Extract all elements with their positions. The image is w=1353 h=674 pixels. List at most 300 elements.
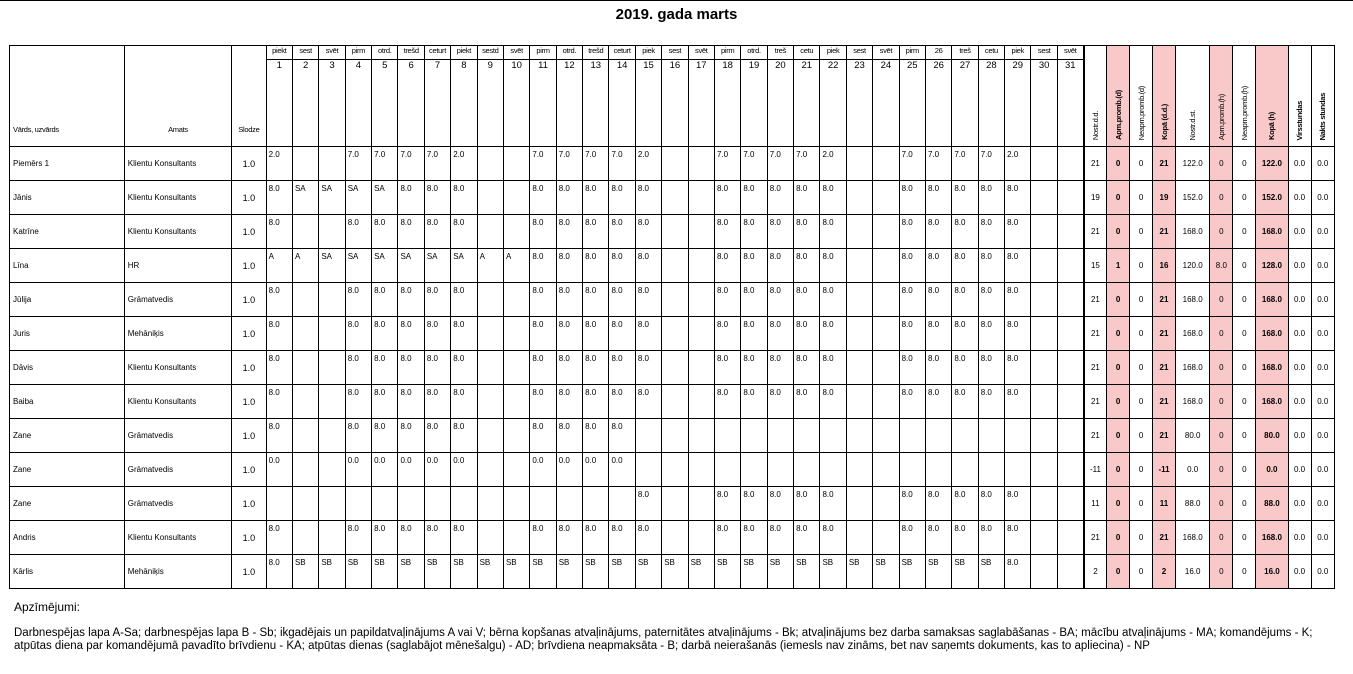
day-cell: 8.0 [952, 249, 978, 283]
day-cell: SB [345, 555, 371, 589]
day-cell: 8.0 [556, 181, 582, 215]
summary-cell: 11 [1084, 487, 1107, 521]
day-cell [794, 453, 820, 487]
day-cell [873, 147, 899, 181]
header-day-31: 31 [1057, 60, 1083, 147]
summary-cell: 0.0 [1311, 181, 1334, 215]
header-day-20: 20 [767, 60, 793, 147]
day-cell: 8.0 [820, 521, 846, 555]
summary-cell: 0 [1233, 385, 1256, 419]
day-cell [1031, 181, 1057, 215]
day-cell [398, 487, 424, 521]
day-cell: SB [398, 555, 424, 589]
summary-cell: 0.0 [1288, 385, 1311, 419]
day-cell [477, 215, 503, 249]
day-cell: SA [451, 249, 477, 283]
day-cell: 8.0 [345, 283, 371, 317]
day-cell: 8.0 [398, 317, 424, 351]
summary-cell: 21 [1153, 317, 1176, 351]
summary-cell: 0 [1210, 181, 1233, 215]
day-cell: 8.0 [820, 283, 846, 317]
day-cell: 8.0 [556, 521, 582, 555]
day-cell [477, 351, 503, 385]
header-dayname-1: piekt [266, 46, 292, 60]
day-cell: 8.0 [1005, 283, 1031, 317]
day-cell: 8.0 [978, 317, 1004, 351]
day-cell: 2.0 [266, 147, 292, 181]
day-cell [688, 385, 714, 419]
day-cell [1057, 215, 1083, 249]
day-cell: SB [978, 555, 1004, 589]
header-summary-3 [1130, 46, 1153, 147]
day-cell: 8.0 [899, 181, 925, 215]
day-cell [1031, 385, 1057, 419]
day-cell: 8.0 [978, 351, 1004, 385]
day-cell: SB [372, 555, 398, 589]
day-cell: 8.0 [952, 181, 978, 215]
day-cell: 8.0 [609, 283, 635, 317]
table-row [10, 521, 1335, 555]
header-day-16: 16 [662, 60, 688, 147]
summary-cell: 168.0 [1175, 283, 1209, 317]
employee-position: Klientu Konsultants [124, 215, 231, 249]
day-cell: 8.0 [609, 385, 635, 419]
day-cell [503, 147, 529, 181]
header-day-1: 1 [266, 60, 292, 147]
summary-cell: 0 [1107, 453, 1130, 487]
summary-cell: 0.0 [1288, 215, 1311, 249]
employee-position: HR [124, 249, 231, 283]
summary-cell: 0.0 [1288, 419, 1311, 453]
day-cell [846, 351, 872, 385]
day-cell: 2.0 [820, 147, 846, 181]
summary-cell: 21 [1153, 283, 1176, 317]
day-cell [477, 147, 503, 181]
day-cell: 8.0 [556, 351, 582, 385]
summary-cell: 0 [1107, 181, 1130, 215]
summary-cell: 0 [1233, 521, 1256, 555]
summary-cell: 0 [1130, 385, 1153, 419]
employee-position: Grāmatvedis [124, 419, 231, 453]
day-cell: 8.0 [372, 351, 398, 385]
day-cell: SA [345, 249, 371, 283]
day-cell: 8.0 [556, 385, 582, 419]
day-cell: 7.0 [398, 147, 424, 181]
header-dayname-9: sestd [477, 46, 503, 60]
header-summary-label: Virsstundas [1295, 100, 1305, 140]
day-cell [1031, 419, 1057, 453]
summary-cell: 0 [1233, 351, 1256, 385]
header-dayname-14: ceturt [609, 46, 635, 60]
day-cell: 8.0 [609, 351, 635, 385]
summary-cell: 168.0 [1175, 215, 1209, 249]
day-cell: 8.0 [978, 283, 1004, 317]
summary-cell: 0 [1130, 147, 1153, 181]
day-cell [319, 419, 345, 453]
day-cell: SB [424, 555, 450, 589]
header-dayname-6: trešd [398, 46, 424, 60]
day-cell: 8.0 [925, 487, 951, 521]
header-day-18: 18 [714, 60, 740, 147]
summary-cell: 19 [1153, 181, 1176, 215]
day-cell [1057, 249, 1083, 283]
day-cell: 8.0 [1005, 385, 1031, 419]
day-cell [503, 215, 529, 249]
day-cell [899, 453, 925, 487]
summary-cell: 21 [1084, 521, 1107, 555]
header-day-10: 10 [503, 60, 529, 147]
summary-cell: 11 [1153, 487, 1176, 521]
day-cell: 8.0 [952, 351, 978, 385]
summary-cell: 168.0 [1256, 215, 1288, 249]
day-cell: 8.0 [609, 419, 635, 453]
day-cell: 8.0 [372, 419, 398, 453]
day-cell [503, 317, 529, 351]
employee-load: 1.0 [232, 419, 266, 453]
timesheet-body [10, 147, 1335, 589]
header-dayname-28: cetu [978, 46, 1004, 60]
day-cell [873, 487, 899, 521]
day-cell [319, 147, 345, 181]
summary-cell: -11 [1084, 453, 1107, 487]
day-cell [714, 453, 740, 487]
header-row-daynames [10, 46, 1335, 60]
summary-cell: 0.0 [1175, 453, 1209, 487]
summary-cell: 0.0 [1311, 249, 1334, 283]
table-row [10, 453, 1335, 487]
day-cell [451, 487, 477, 521]
day-cell: 8.0 [345, 419, 371, 453]
day-cell [688, 147, 714, 181]
summary-cell: 168.0 [1175, 521, 1209, 555]
header-day-24: 24 [873, 60, 899, 147]
day-cell: 8.0 [1005, 555, 1031, 589]
header-day-12: 12 [556, 60, 582, 147]
day-cell [477, 283, 503, 317]
table-row [10, 181, 1335, 215]
summary-cell: 0 [1107, 215, 1130, 249]
day-cell: 8.0 [767, 249, 793, 283]
day-cell [1005, 419, 1031, 453]
day-cell: 2.0 [1005, 147, 1031, 181]
day-cell: 8.0 [372, 385, 398, 419]
day-cell [741, 453, 767, 487]
day-cell [662, 181, 688, 215]
day-cell: 8.0 [266, 283, 292, 317]
day-cell: 0.0 [424, 453, 450, 487]
day-cell [1031, 147, 1057, 181]
day-cell: 8.0 [794, 521, 820, 555]
day-cell: 7.0 [925, 147, 951, 181]
summary-cell: 0.0 [1311, 419, 1334, 453]
day-cell: 8.0 [794, 487, 820, 521]
day-cell: 8.0 [767, 215, 793, 249]
day-cell [873, 351, 899, 385]
summary-cell: 0 [1107, 147, 1130, 181]
day-cell [1031, 487, 1057, 521]
day-cell: SB [741, 555, 767, 589]
day-cell [688, 249, 714, 283]
legend-title: Apzīmējumi: [14, 600, 81, 614]
employee-position: Grāmatvedis [124, 283, 231, 317]
summary-cell: 0.0 [1311, 351, 1334, 385]
summary-cell: 0.0 [1288, 317, 1311, 351]
day-cell: 8.0 [714, 317, 740, 351]
day-cell: SB [319, 555, 345, 589]
header-dayname-11: pirm [530, 46, 556, 60]
day-cell: 8.0 [820, 385, 846, 419]
summary-cell: 1 [1107, 249, 1130, 283]
day-cell: 8.0 [635, 351, 661, 385]
employee-position: Grāmatvedis [124, 487, 231, 521]
day-cell: 2.0 [451, 147, 477, 181]
day-cell: 8.0 [899, 317, 925, 351]
day-cell: 8.0 [609, 317, 635, 351]
day-cell: 8.0 [424, 385, 450, 419]
day-cell [1057, 283, 1083, 317]
day-cell [1057, 147, 1083, 181]
summary-cell: 0.0 [1256, 453, 1288, 487]
day-cell: 8.0 [398, 351, 424, 385]
day-cell: SB [925, 555, 951, 589]
day-cell [319, 385, 345, 419]
day-cell [1057, 521, 1083, 555]
summary-cell: 0 [1130, 181, 1153, 215]
day-cell: 8.0 [372, 215, 398, 249]
header-dayname-27: treš [952, 46, 978, 60]
day-cell: 8.0 [530, 215, 556, 249]
header-day-28: 28 [978, 60, 1004, 147]
employee-load: 1.0 [232, 385, 266, 419]
day-cell [266, 487, 292, 521]
summary-cell: 16.0 [1175, 555, 1209, 589]
day-cell: 2.0 [635, 147, 661, 181]
day-cell [1031, 555, 1057, 589]
header-dayname-8: piekt [451, 46, 477, 60]
day-cell: A [503, 249, 529, 283]
summary-cell: 21 [1153, 385, 1176, 419]
summary-cell: 0.0 [1288, 453, 1311, 487]
employee-name: Jūlija [10, 283, 125, 317]
day-cell: SB [477, 555, 503, 589]
header-summary-label: Neapm.promb.(d) [1136, 85, 1146, 140]
summary-cell: 16.0 [1256, 555, 1288, 589]
summary-cell: 0 [1107, 419, 1130, 453]
day-cell [292, 521, 318, 555]
summary-cell: 21 [1153, 147, 1176, 181]
employee-name: Līna [10, 249, 125, 283]
summary-cell: 88.0 [1175, 487, 1209, 521]
day-cell [530, 487, 556, 521]
employee-load: 1.0 [232, 317, 266, 351]
day-cell: 8.0 [925, 249, 951, 283]
summary-cell: 0 [1233, 317, 1256, 351]
day-cell: 7.0 [556, 147, 582, 181]
header-day-17: 17 [688, 60, 714, 147]
employee-load: 1.0 [232, 487, 266, 521]
header-dayname-31: svēt [1057, 46, 1083, 60]
day-cell [292, 385, 318, 419]
day-cell [662, 419, 688, 453]
day-cell [1057, 453, 1083, 487]
header-day-6: 6 [398, 60, 424, 147]
summary-cell: 0 [1210, 419, 1233, 453]
day-cell: SB [952, 555, 978, 589]
summary-cell: 2 [1153, 555, 1176, 589]
employee-load: 1.0 [232, 215, 266, 249]
day-cell: 8.0 [451, 351, 477, 385]
day-cell: 8.0 [635, 249, 661, 283]
day-cell: 8.0 [925, 181, 951, 215]
day-cell: 8.0 [978, 385, 1004, 419]
summary-cell: 0 [1130, 351, 1153, 385]
header-summary-4 [1153, 46, 1176, 147]
day-cell: SB [899, 555, 925, 589]
summary-cell: 21 [1153, 521, 1176, 555]
day-cell [688, 487, 714, 521]
day-cell: 8.0 [635, 385, 661, 419]
day-cell [925, 419, 951, 453]
summary-cell: 0 [1130, 521, 1153, 555]
day-cell: 7.0 [372, 147, 398, 181]
employee-name: Piemērs 1 [10, 147, 125, 181]
day-cell: 7.0 [767, 147, 793, 181]
employee-load: 1.0 [232, 147, 266, 181]
day-cell: 8.0 [794, 283, 820, 317]
summary-cell: 15 [1084, 249, 1107, 283]
summary-cell: 0 [1107, 555, 1130, 589]
day-cell: SB [873, 555, 899, 589]
header-day-5: 5 [372, 60, 398, 147]
header-dayname-4: pirm [345, 46, 371, 60]
day-cell [873, 283, 899, 317]
day-cell: 8.0 [714, 215, 740, 249]
day-cell: 8.0 [899, 487, 925, 521]
header-dayname-23: sest [846, 46, 872, 60]
day-cell: 7.0 [424, 147, 450, 181]
day-cell: 8.0 [530, 385, 556, 419]
day-cell: 8.0 [1005, 249, 1031, 283]
day-cell: 7.0 [899, 147, 925, 181]
header-summary-label: Nostr.d.d. [1090, 110, 1100, 140]
day-cell: SB [530, 555, 556, 589]
summary-cell: 0 [1107, 521, 1130, 555]
day-cell: SA [372, 181, 398, 215]
summary-cell: 0 [1130, 249, 1153, 283]
day-cell [846, 181, 872, 215]
day-cell: SB [714, 555, 740, 589]
day-cell: 8.0 [635, 215, 661, 249]
day-cell: 8.0 [345, 317, 371, 351]
summary-cell: 0.0 [1311, 147, 1334, 181]
header-dayname-22: piek [820, 46, 846, 60]
header-day-25: 25 [899, 60, 925, 147]
header-summary-label: Nostr.d.st. [1188, 109, 1198, 140]
summary-cell: 0.0 [1288, 351, 1311, 385]
day-cell [873, 521, 899, 555]
summary-cell: 0.0 [1288, 181, 1311, 215]
header-summary-5 [1175, 46, 1209, 147]
day-cell: 8.0 [767, 317, 793, 351]
day-cell: SA [424, 249, 450, 283]
day-cell: SB [609, 555, 635, 589]
day-cell: 8.0 [266, 521, 292, 555]
day-cell: 8.0 [345, 215, 371, 249]
summary-cell: 168.0 [1256, 351, 1288, 385]
summary-cell: 80.0 [1256, 419, 1288, 453]
day-cell: 8.0 [345, 521, 371, 555]
day-cell: A [292, 249, 318, 283]
header-day-19: 19 [741, 60, 767, 147]
day-cell [292, 453, 318, 487]
summary-cell: 2 [1084, 555, 1107, 589]
table-row [10, 487, 1335, 521]
day-cell: 8.0 [583, 521, 609, 555]
employee-name: Katrīne [10, 215, 125, 249]
employee-position: Mehāniķis [124, 555, 231, 589]
table-row [10, 249, 1335, 283]
day-cell [662, 351, 688, 385]
day-cell: 8.0 [978, 215, 1004, 249]
day-cell: 8.0 [925, 385, 951, 419]
day-cell: 8.0 [952, 385, 978, 419]
header-summary-label: Nakts stundas [1318, 92, 1328, 140]
day-cell: 8.0 [978, 521, 1004, 555]
header-day-22: 22 [820, 60, 846, 147]
day-cell [846, 249, 872, 283]
day-cell: SB [583, 555, 609, 589]
day-cell: 8.0 [451, 317, 477, 351]
day-cell: 8.0 [1005, 181, 1031, 215]
day-cell: 8.0 [609, 215, 635, 249]
day-cell [662, 147, 688, 181]
summary-cell: 0 [1107, 351, 1130, 385]
summary-cell: 0.0 [1311, 555, 1334, 589]
summary-cell: 21 [1153, 351, 1176, 385]
summary-cell: 152.0 [1175, 181, 1209, 215]
summary-cell: 0.0 [1288, 521, 1311, 555]
header-dayname-13: trešd [583, 46, 609, 60]
employee-load: 1.0 [232, 453, 266, 487]
day-cell [925, 453, 951, 487]
day-cell: 8.0 [1005, 215, 1031, 249]
summary-cell: 0 [1233, 419, 1256, 453]
day-cell: 0.0 [583, 453, 609, 487]
employee-name: Zane [10, 453, 125, 487]
day-cell [714, 419, 740, 453]
day-cell [319, 487, 345, 521]
day-cell [846, 419, 872, 453]
summary-cell: 0.0 [1311, 215, 1334, 249]
day-cell: 8.0 [925, 215, 951, 249]
day-cell [609, 487, 635, 521]
day-cell [741, 419, 767, 453]
summary-cell: 168.0 [1175, 385, 1209, 419]
day-cell: 8.0 [609, 249, 635, 283]
summary-cell: -11 [1153, 453, 1176, 487]
day-cell: SB [846, 555, 872, 589]
day-cell: 8.0 [345, 385, 371, 419]
day-cell [583, 487, 609, 521]
day-cell [662, 249, 688, 283]
header-dayname-26: 26 [925, 46, 951, 60]
summary-cell: 0 [1233, 147, 1256, 181]
day-cell [319, 351, 345, 385]
employee-position: Klientu Konsultants [124, 385, 231, 419]
day-cell [873, 215, 899, 249]
day-cell: 8.0 [556, 249, 582, 283]
day-cell [503, 351, 529, 385]
